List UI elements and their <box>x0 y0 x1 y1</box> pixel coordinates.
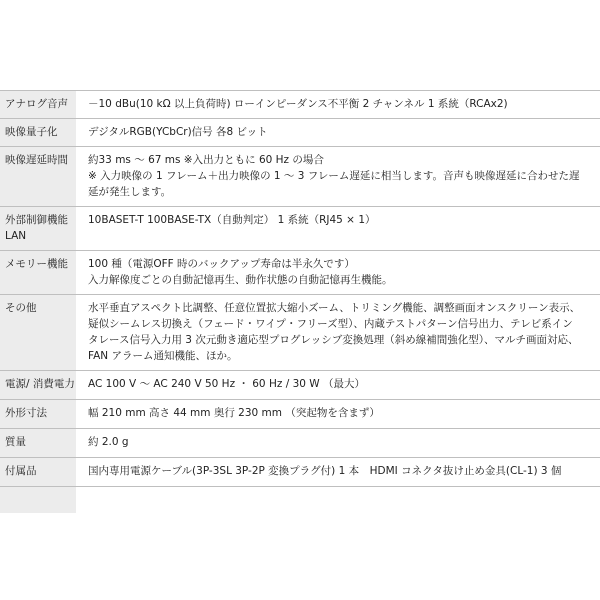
spec-label: アナログ音声 <box>0 91 76 118</box>
spec-value: 幅 210 mm 高さ 44 mm 奥行 230 mm （突起物を含まず） <box>88 407 380 419</box>
spec-row-mass <box>0 429 600 458</box>
spec-value: 水平垂直アスペクト比調整、任意位置拡大縮小ズーム、トリミング機能、調整画面オンスクリーン表示、 疑似シームレス切換え（フェード・ワイプ・フリーズ型）、内蔵テストパターン信号出力、テレビ系イン タレース信号入力用 3 次元動き適応型プログレッシブ変換処理（斜め線補間強化型）、マルチ画面対応、 FAN アラーム通知機能、ほか。 <box>88 302 581 362</box>
spec-value-empty <box>76 487 600 513</box>
spec-label: メモリー機能 <box>0 251 76 294</box>
spec-label: 外形寸法 <box>0 400 76 428</box>
spec-value: 国内専用電源ケーブル(3P-3SL 3P-2P 変換プラグ付) 1 本 HDMI コネクタ抜け止め金具(CL-1) 3 個 <box>88 465 562 477</box>
spec-value: 約 2.0 g <box>88 436 129 448</box>
spec-value: 約33 ms ～ 67 ms ※入出力ともに 60 Hz の場合 ※ 入力映像の 1 フレーム＋出力映像の 1 ～ 3 フレーム遅延に相当します。音声も映像遅延に合わせた遅 延が発生します。 <box>88 154 580 198</box>
spec-label: 質量 <box>0 429 76 457</box>
spec-row-dimensions <box>0 400 600 429</box>
spec-row-external-control <box>0 207 600 251</box>
spec-label: 外部制御機能 LAN <box>0 207 76 250</box>
spec-label: 映像量子化 <box>0 119 76 146</box>
spec-table <box>0 90 600 513</box>
spec-label: 映像遅延時間 <box>0 147 76 206</box>
spec-row-video-delay <box>0 147 600 207</box>
spec-row-other <box>0 295 600 371</box>
spec-value: デジタルRGB(YCbCr)信号 各8 ビット <box>88 126 268 138</box>
spec-value: 10BASET-T 100BASE-TX（自動判定） 1 系統（RJ45 × 1） <box>88 214 376 226</box>
spec-row-power <box>0 371 600 400</box>
spec-label: その他 <box>0 295 76 370</box>
spec-value: －10 dBu(10 kΩ 以上負荷時) ローインピーダンス不平衡 2 チャンネル 1 系統（RCAx2) <box>88 98 508 110</box>
spec-row-empty <box>0 487 600 513</box>
spec-label: 付属品 <box>0 458 76 486</box>
spec-label: 電源/ 消費電力 <box>0 371 76 399</box>
spec-value: AC 100 V ～ AC 240 V 50 Hz ・ 60 Hz / 30 W （最大） <box>88 378 365 390</box>
spec-value: 100 種（電源OFF 時のバックアップ寿命は半永久です） 入力解像度ごとの自動記憶再生、動作状態の自動記憶再生機能。 <box>88 258 393 286</box>
spec-row-video-quantization <box>0 119 600 147</box>
spec-row-accessories <box>0 458 600 487</box>
spec-label-empty <box>0 487 76 513</box>
spec-row-memory <box>0 251 600 295</box>
spec-row-analog-audio <box>0 91 600 119</box>
